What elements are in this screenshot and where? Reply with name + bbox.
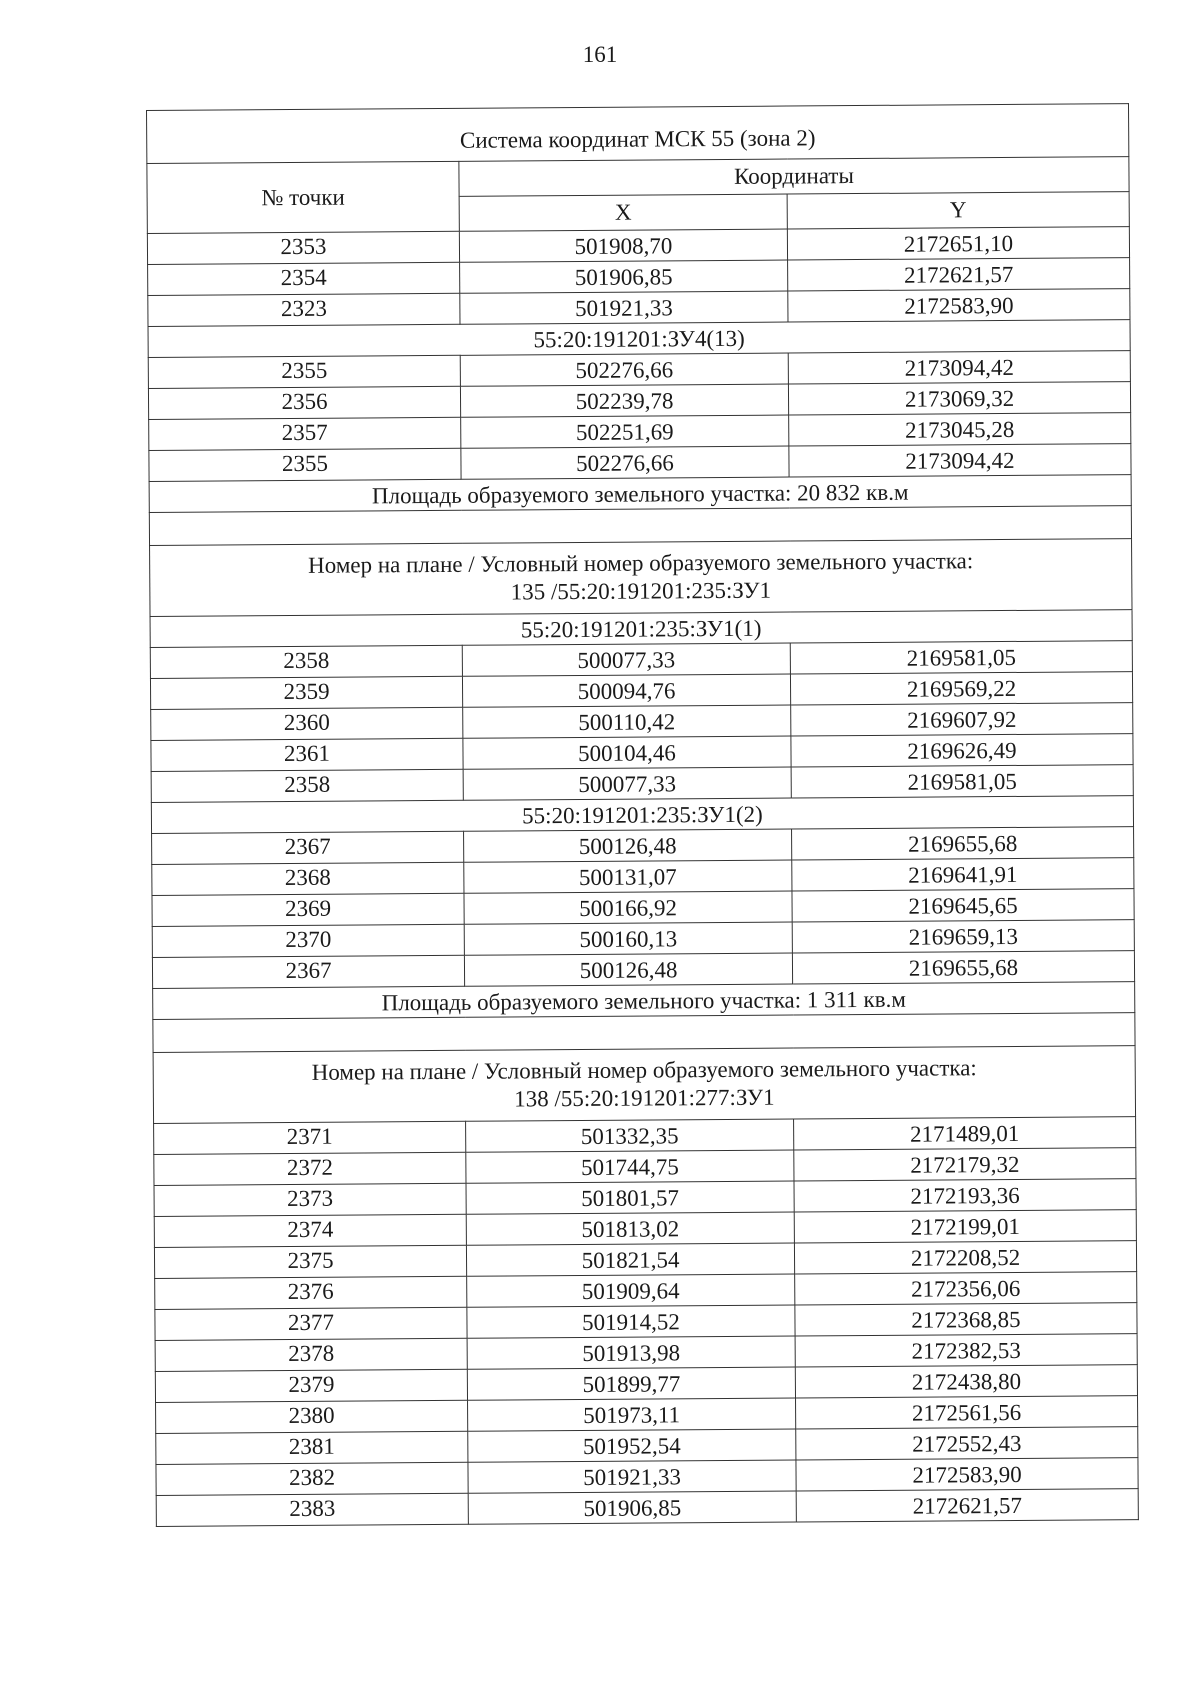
x-coordinate-cell: 500166,92 bbox=[464, 891, 792, 924]
y-coordinate-cell: 2169581,05 bbox=[791, 765, 1133, 798]
x-coordinate-cell: 501921,33 bbox=[468, 1460, 796, 1493]
subplot-label: 55:20:191201:235:ЗУ1(1) bbox=[150, 610, 1132, 648]
plot-heading-row bbox=[153, 1046, 1135, 1124]
point-number-cell: 2378 bbox=[155, 1338, 467, 1371]
point-number-header: № точки bbox=[147, 161, 459, 233]
point-number-cell: 2357 bbox=[149, 417, 461, 450]
coordinates-sheet bbox=[146, 103, 1138, 1527]
point-number-cell: 2360 bbox=[151, 707, 463, 740]
y-coordinate-cell: 2169607,92 bbox=[791, 703, 1133, 736]
y-coordinate-cell: 2169641,91 bbox=[792, 858, 1134, 891]
x-coordinate-cell: 502239,78 bbox=[460, 384, 788, 417]
x-coordinate-cell: 500077,33 bbox=[463, 767, 791, 800]
coordinates-header: Координаты bbox=[459, 157, 1129, 197]
x-coordinate-cell: 500077,33 bbox=[462, 643, 790, 676]
y-coordinate-cell: 2172552,43 bbox=[796, 1427, 1138, 1460]
x-coordinate-cell: 500104,46 bbox=[463, 736, 791, 769]
point-number-cell: 2367 bbox=[152, 831, 464, 864]
point-number-cell: 2379 bbox=[155, 1369, 467, 1402]
coordinate-system-title: Система координат МСК 55 (зона 2) bbox=[147, 104, 1129, 164]
x-coordinate-cell: 501909,64 bbox=[467, 1274, 795, 1307]
plot-number: 138 /55:20:191201:277:ЗУ1 bbox=[514, 1084, 775, 1112]
point-number-cell: 2356 bbox=[148, 386, 460, 419]
point-number-cell: 2355 bbox=[148, 355, 460, 388]
y-coordinate-cell: 2173094,42 bbox=[788, 351, 1130, 384]
y-coordinate-cell: 2172208,52 bbox=[794, 1241, 1136, 1274]
y-coordinate-cell: 2169659,13 bbox=[792, 920, 1134, 953]
x-coordinate-cell: 500126,48 bbox=[464, 829, 792, 862]
table-title-row bbox=[147, 104, 1129, 164]
point-number-cell: 2383 bbox=[156, 1493, 468, 1526]
y-coordinate-cell: 2172199,01 bbox=[794, 1210, 1136, 1243]
x-coordinate-cell: 501914,52 bbox=[467, 1305, 795, 1338]
x-coordinate-cell: 500110,42 bbox=[463, 705, 791, 738]
point-number-cell: 2374 bbox=[154, 1214, 466, 1247]
point-number-cell: 2373 bbox=[154, 1183, 466, 1216]
x-coordinate-cell: 500131,07 bbox=[464, 860, 792, 893]
y-coordinate-cell: 2169569,22 bbox=[790, 672, 1132, 705]
y-coordinate-cell: 2169581,05 bbox=[790, 641, 1132, 674]
x-coordinate-cell: 501813,02 bbox=[466, 1212, 794, 1245]
y-coordinate-cell: 2172561,56 bbox=[796, 1396, 1138, 1429]
x-coordinate-cell: 501899,77 bbox=[467, 1367, 795, 1400]
x-coordinate-cell: 501908,70 bbox=[459, 229, 787, 262]
x-coordinate-cell: 502251,69 bbox=[461, 415, 789, 448]
plot-heading bbox=[153, 1046, 1135, 1124]
point-number-cell: 2323 bbox=[148, 293, 460, 326]
point-number-cell: 2380 bbox=[156, 1400, 468, 1433]
y-coordinate-cell: 2172382,53 bbox=[795, 1334, 1137, 1367]
point-number-cell: 2367 bbox=[152, 955, 464, 988]
point-number-cell: 2361 bbox=[151, 738, 463, 771]
point-number-cell: 2368 bbox=[152, 862, 464, 895]
y-coordinate-cell: 2173094,42 bbox=[789, 444, 1131, 477]
y-coordinate-cell: 2172621,57 bbox=[796, 1489, 1138, 1522]
point-number-cell: 2369 bbox=[152, 893, 464, 926]
y-coordinate-cell: 2172356,06 bbox=[795, 1272, 1137, 1305]
point-number-cell: 2358 bbox=[151, 769, 463, 802]
point-number-cell: 2370 bbox=[152, 924, 464, 957]
y-coordinate-cell: 2173069,32 bbox=[788, 382, 1130, 415]
point-number-cell: 2371 bbox=[154, 1121, 466, 1154]
y-coordinate-cell: 2172621,57 bbox=[788, 258, 1130, 291]
y-coordinate-cell: 2172193,36 bbox=[794, 1179, 1136, 1212]
area-summary: Площадь образуемого земельного участка: 20 832 кв.м bbox=[149, 475, 1131, 513]
y-coordinate-cell: 2169655,68 bbox=[792, 827, 1134, 860]
point-number-cell: 2375 bbox=[154, 1245, 466, 1278]
x-coordinate-cell: 501906,85 bbox=[460, 260, 788, 293]
point-number-cell: 2354 bbox=[148, 262, 460, 295]
x-coordinate-cell: 501801,57 bbox=[466, 1181, 794, 1214]
subplot-label: 55:20:191201:235:ЗУ1(2) bbox=[151, 796, 1133, 834]
y-coordinate-cell: 2171489,01 bbox=[794, 1117, 1136, 1150]
table-row bbox=[156, 1489, 1138, 1527]
y-coordinate-cell: 2172179,32 bbox=[794, 1148, 1136, 1181]
x-coordinate-cell: 502276,66 bbox=[460, 353, 788, 386]
x-coordinate-cell: 501906,85 bbox=[468, 1491, 796, 1524]
x-coordinate-cell: 500160,13 bbox=[464, 922, 792, 955]
x-coordinate-cell: 501821,54 bbox=[466, 1243, 794, 1276]
x-coordinate-cell: 500126,48 bbox=[464, 953, 792, 986]
x-coordinate-cell: 501952,54 bbox=[468, 1429, 796, 1462]
plot-heading bbox=[150, 539, 1132, 617]
point-number-cell: 2382 bbox=[156, 1462, 468, 1495]
point-number-cell: 2358 bbox=[150, 645, 462, 678]
point-number-cell: 2355 bbox=[149, 448, 461, 481]
y-coordinate-cell: 2172583,90 bbox=[788, 289, 1130, 322]
plot-heading-row bbox=[150, 539, 1132, 617]
y-coordinate-cell: 2169626,49 bbox=[791, 734, 1133, 767]
y-coordinate-cell: 2173045,28 bbox=[789, 413, 1131, 446]
plot-number: 135 /55:20:191201:235:ЗУ1 bbox=[510, 577, 772, 605]
point-number-cell: 2377 bbox=[155, 1307, 467, 1340]
page-number: 161 bbox=[582, 42, 618, 67]
coordinates-table bbox=[146, 103, 1139, 1527]
y-coordinate-cell: 2172438,80 bbox=[795, 1365, 1137, 1398]
x-header: X bbox=[459, 194, 787, 231]
subplot-label: 55:20:191201:ЗУ4(13) bbox=[148, 320, 1130, 358]
x-coordinate-cell: 500094,76 bbox=[462, 674, 790, 707]
point-number-cell: 2359 bbox=[150, 676, 462, 709]
x-coordinate-cell: 502276,66 bbox=[461, 446, 789, 479]
x-coordinate-cell: 501913,98 bbox=[467, 1336, 795, 1369]
plot-heading-label: Номер на плане / Условный номер образуемого земельного участка: bbox=[311, 1055, 977, 1085]
plot-heading-label: Номер на плане / Условный номер образуемого земельного участка: bbox=[308, 548, 974, 578]
y-header: Y bbox=[787, 192, 1129, 229]
point-number-cell: 2381 bbox=[156, 1431, 468, 1464]
y-coordinate-cell: 2169655,68 bbox=[792, 951, 1134, 984]
point-number-cell: 2372 bbox=[154, 1152, 466, 1185]
x-coordinate-cell: 501921,33 bbox=[460, 291, 788, 324]
x-coordinate-cell: 501744,75 bbox=[466, 1150, 794, 1183]
y-coordinate-cell: 2169645,65 bbox=[792, 889, 1134, 922]
point-number-cell: 2353 bbox=[147, 231, 459, 264]
area-summary: Площадь образуемого земельного участка: 1 311 кв.м bbox=[153, 982, 1135, 1020]
y-coordinate-cell: 2172368,85 bbox=[795, 1303, 1137, 1336]
x-coordinate-cell: 501973,11 bbox=[468, 1398, 796, 1431]
y-coordinate-cell: 2172583,90 bbox=[796, 1458, 1138, 1491]
y-coordinate-cell: 2172651,10 bbox=[787, 227, 1129, 260]
point-number-cell: 2376 bbox=[155, 1276, 467, 1309]
x-coordinate-cell: 501332,35 bbox=[466, 1119, 794, 1152]
